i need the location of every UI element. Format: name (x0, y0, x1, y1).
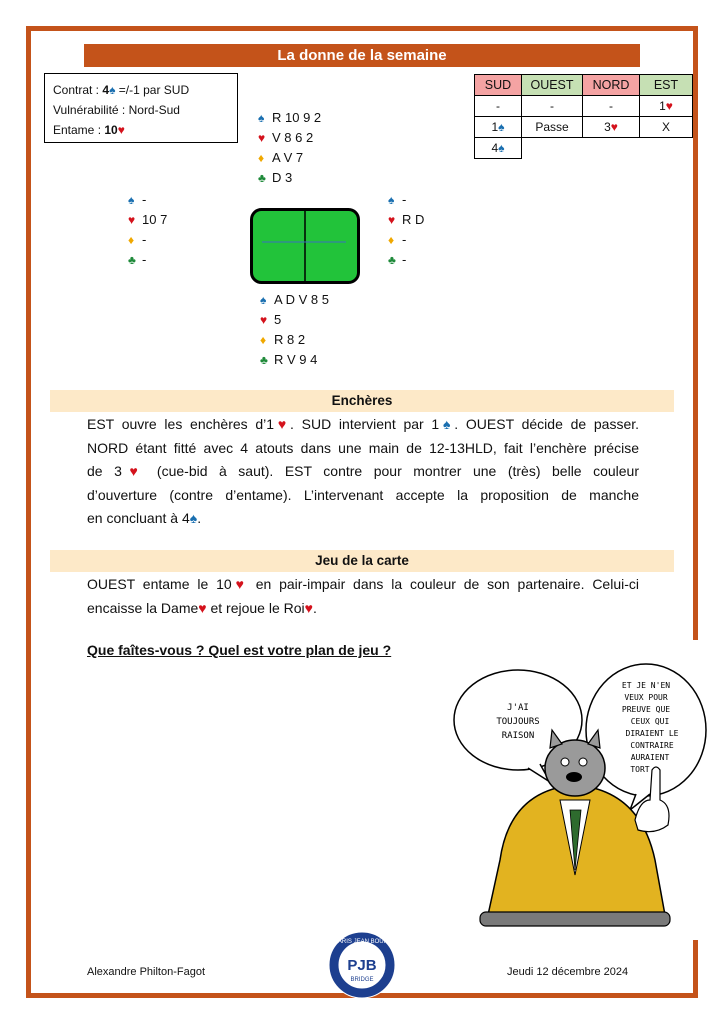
south-hand (260, 290, 329, 370)
club-logo-icon (328, 931, 396, 999)
heart-icon: ♥ (610, 120, 618, 134)
page-title: La donne de la semaine (84, 44, 640, 67)
bubble-right-line: CONTRAIRE (630, 741, 674, 750)
south-clubs: R V 9 4 (274, 352, 318, 367)
text-line: encaisse la Dame♥ et rejoue le Roi♥. (87, 599, 317, 616)
heart-icon: ♥ (198, 599, 207, 616)
text-span: et rejoue le Roi (206, 599, 305, 616)
text-span: en concluant à 4 (87, 510, 190, 526)
west-hearts: 10 7 (142, 212, 168, 227)
spade-icon: ♠ (439, 416, 455, 432)
empty-cell (522, 138, 583, 159)
text-line: NORD étant fitté avec 4 atouts dans une main de 12-13HLD, fait l’enchère précise (87, 439, 639, 456)
bubble-left-line: RAISON (501, 731, 535, 741)
auction-header-row (475, 75, 693, 96)
text-span: EST ouvre les enchères d’1 (87, 416, 275, 432)
lead-line (53, 120, 229, 140)
encheres-heading: Enchères (50, 390, 674, 412)
bubble-right-line: AURAIENT (630, 753, 670, 762)
empty-cell (640, 138, 693, 159)
jeu-heading: Jeu de la carte (50, 550, 674, 572)
bubble-right-line: TORT (630, 765, 650, 774)
cat-cartoon-icon (440, 660, 708, 940)
bid-level: 1 (491, 120, 499, 134)
date: Jeudi 12 décembre 2024 (507, 966, 629, 978)
west-diamonds: - (142, 232, 147, 247)
bid-cell (475, 138, 522, 159)
text-line (87, 460, 639, 484)
north-hearts: V 8 6 2 (272, 130, 314, 145)
west-spades: - (142, 192, 147, 207)
lead-value: 10 (104, 123, 118, 137)
text-span: (cue-bid à saut). EST contre pour montrer une (très) belle couleur (145, 463, 640, 479)
north-diamonds: A V 7 (272, 150, 304, 165)
bid-cell: Passe (522, 117, 583, 138)
diamond-icon: ♦ (128, 233, 135, 247)
text-line: en concluant à 4♠. (87, 510, 202, 526)
text-span: en pair-impair dans la couleur de son partenaire. Celui-ci (247, 576, 639, 592)
text-span: OUEST entame le 10 (87, 576, 232, 592)
author: Alexandre Philton-Fagot (87, 966, 206, 978)
bridge-table-icon (250, 208, 360, 284)
heart-icon: ♥ (388, 213, 396, 227)
heart-icon: ♥ (665, 99, 673, 113)
west-hand (128, 190, 167, 270)
west-clubs: - (142, 252, 147, 267)
east-diamonds: - (402, 232, 407, 247)
question: Que faîtes-vous ? Quel est votre plan de jeu ? (87, 642, 392, 658)
contract-suffix: =/-1 par SUD (115, 83, 190, 97)
diamond-icon: ♦ (258, 151, 265, 165)
auction-row (475, 117, 693, 138)
header-sud: SUD (475, 75, 522, 96)
spade-icon: ♠ (189, 510, 198, 526)
contract-box (44, 73, 238, 143)
logo-ring-text: PARIS JEAN BOUIN (334, 939, 390, 945)
club-icon: ♣ (260, 353, 268, 367)
heart-icon: ♥ (260, 313, 268, 327)
bubble-right-line: PREUVE QUE (621, 705, 671, 714)
logo-sub: BRIDGE (350, 977, 374, 983)
auction-table (474, 74, 693, 159)
bubble-left-line: J'AI (507, 703, 529, 713)
south-diamonds: R 8 2 (274, 332, 306, 347)
contract-level: 4 (102, 83, 110, 97)
diamond-icon: ♦ (260, 333, 267, 347)
text-span: encaisse la Dame (87, 599, 199, 616)
bid-level: 3 (604, 120, 611, 134)
text-span: . OUEST décide de passer. (454, 416, 640, 432)
bid-cell: - (475, 96, 522, 117)
diamond-icon: ♦ (388, 233, 395, 247)
heart-icon: ♥ (121, 463, 146, 479)
text-line: d’ouverture (contre d’entame). L’intervenant accepte la proposition de manche (87, 486, 639, 503)
heart-icon: ♥ (128, 213, 136, 227)
bid-cell: X (640, 117, 693, 138)
spade-icon: ♠ (128, 193, 135, 207)
contract-line (53, 80, 229, 100)
bid-cell: - (522, 96, 583, 117)
bid-cell (475, 117, 522, 138)
bid-level: 4 (491, 141, 499, 155)
bubble-right-line: CEUX QUI (630, 717, 670, 726)
lead-label: Entame : (53, 123, 102, 137)
east-hearts: R D (402, 212, 425, 227)
bid-level: 1 (659, 99, 666, 113)
text-line (87, 573, 639, 597)
empty-cell (583, 138, 640, 159)
header-ouest: OUEST (522, 75, 583, 96)
heart-icon: ♥ (304, 599, 313, 616)
north-hand (258, 108, 321, 188)
bubble-left-line: TOUJOURS (496, 717, 540, 727)
heart-icon: ♥ (258, 131, 266, 145)
east-clubs: - (402, 252, 407, 267)
jeu-text (87, 573, 639, 620)
spade-icon: ♠ (260, 293, 267, 307)
club-icon: ♣ (388, 253, 396, 267)
north-clubs: D 3 (272, 170, 293, 185)
bubble-right-line: ET JE N'EN (621, 681, 671, 690)
south-hearts: 5 (274, 312, 282, 327)
header-est: EST (640, 75, 693, 96)
bubble-right-line: DIRAIENT LE (625, 729, 679, 738)
spade-icon: ♠ (258, 111, 265, 125)
logo-text: PJB (347, 957, 377, 974)
north-spades: R 10 9 2 (272, 110, 322, 125)
contract-label: Contrat : (53, 83, 100, 97)
auction-row (475, 96, 693, 117)
spade-icon: ♠ (498, 141, 505, 155)
text-span: . SUD intervient par 1 (290, 416, 440, 432)
club-icon: ♣ (128, 253, 136, 267)
spade-icon: ♠ (388, 193, 395, 207)
east-hand (388, 190, 424, 270)
text-line (87, 413, 639, 437)
bid-cell: - (583, 96, 640, 117)
south-spades: A D V 8 5 (274, 292, 329, 307)
auction-row (475, 138, 693, 159)
vulnerability: Vulnérabilité : Nord-Sud (53, 103, 180, 117)
heart-icon: ♥ (117, 123, 125, 137)
bid-cell (640, 96, 693, 117)
spade-icon: ♠ (109, 83, 116, 97)
text-span: de 3 (87, 463, 122, 479)
club-icon: ♣ (258, 171, 266, 185)
bubble-right-line: VEUX POUR (624, 693, 668, 702)
heart-icon: ♥ (274, 416, 291, 432)
east-spades: - (402, 192, 407, 207)
spade-icon: ♠ (498, 120, 505, 134)
bid-cell (583, 117, 640, 138)
encheres-text (87, 413, 639, 531)
header-nord: NORD (583, 75, 640, 96)
heart-icon: ♥ (231, 576, 248, 592)
